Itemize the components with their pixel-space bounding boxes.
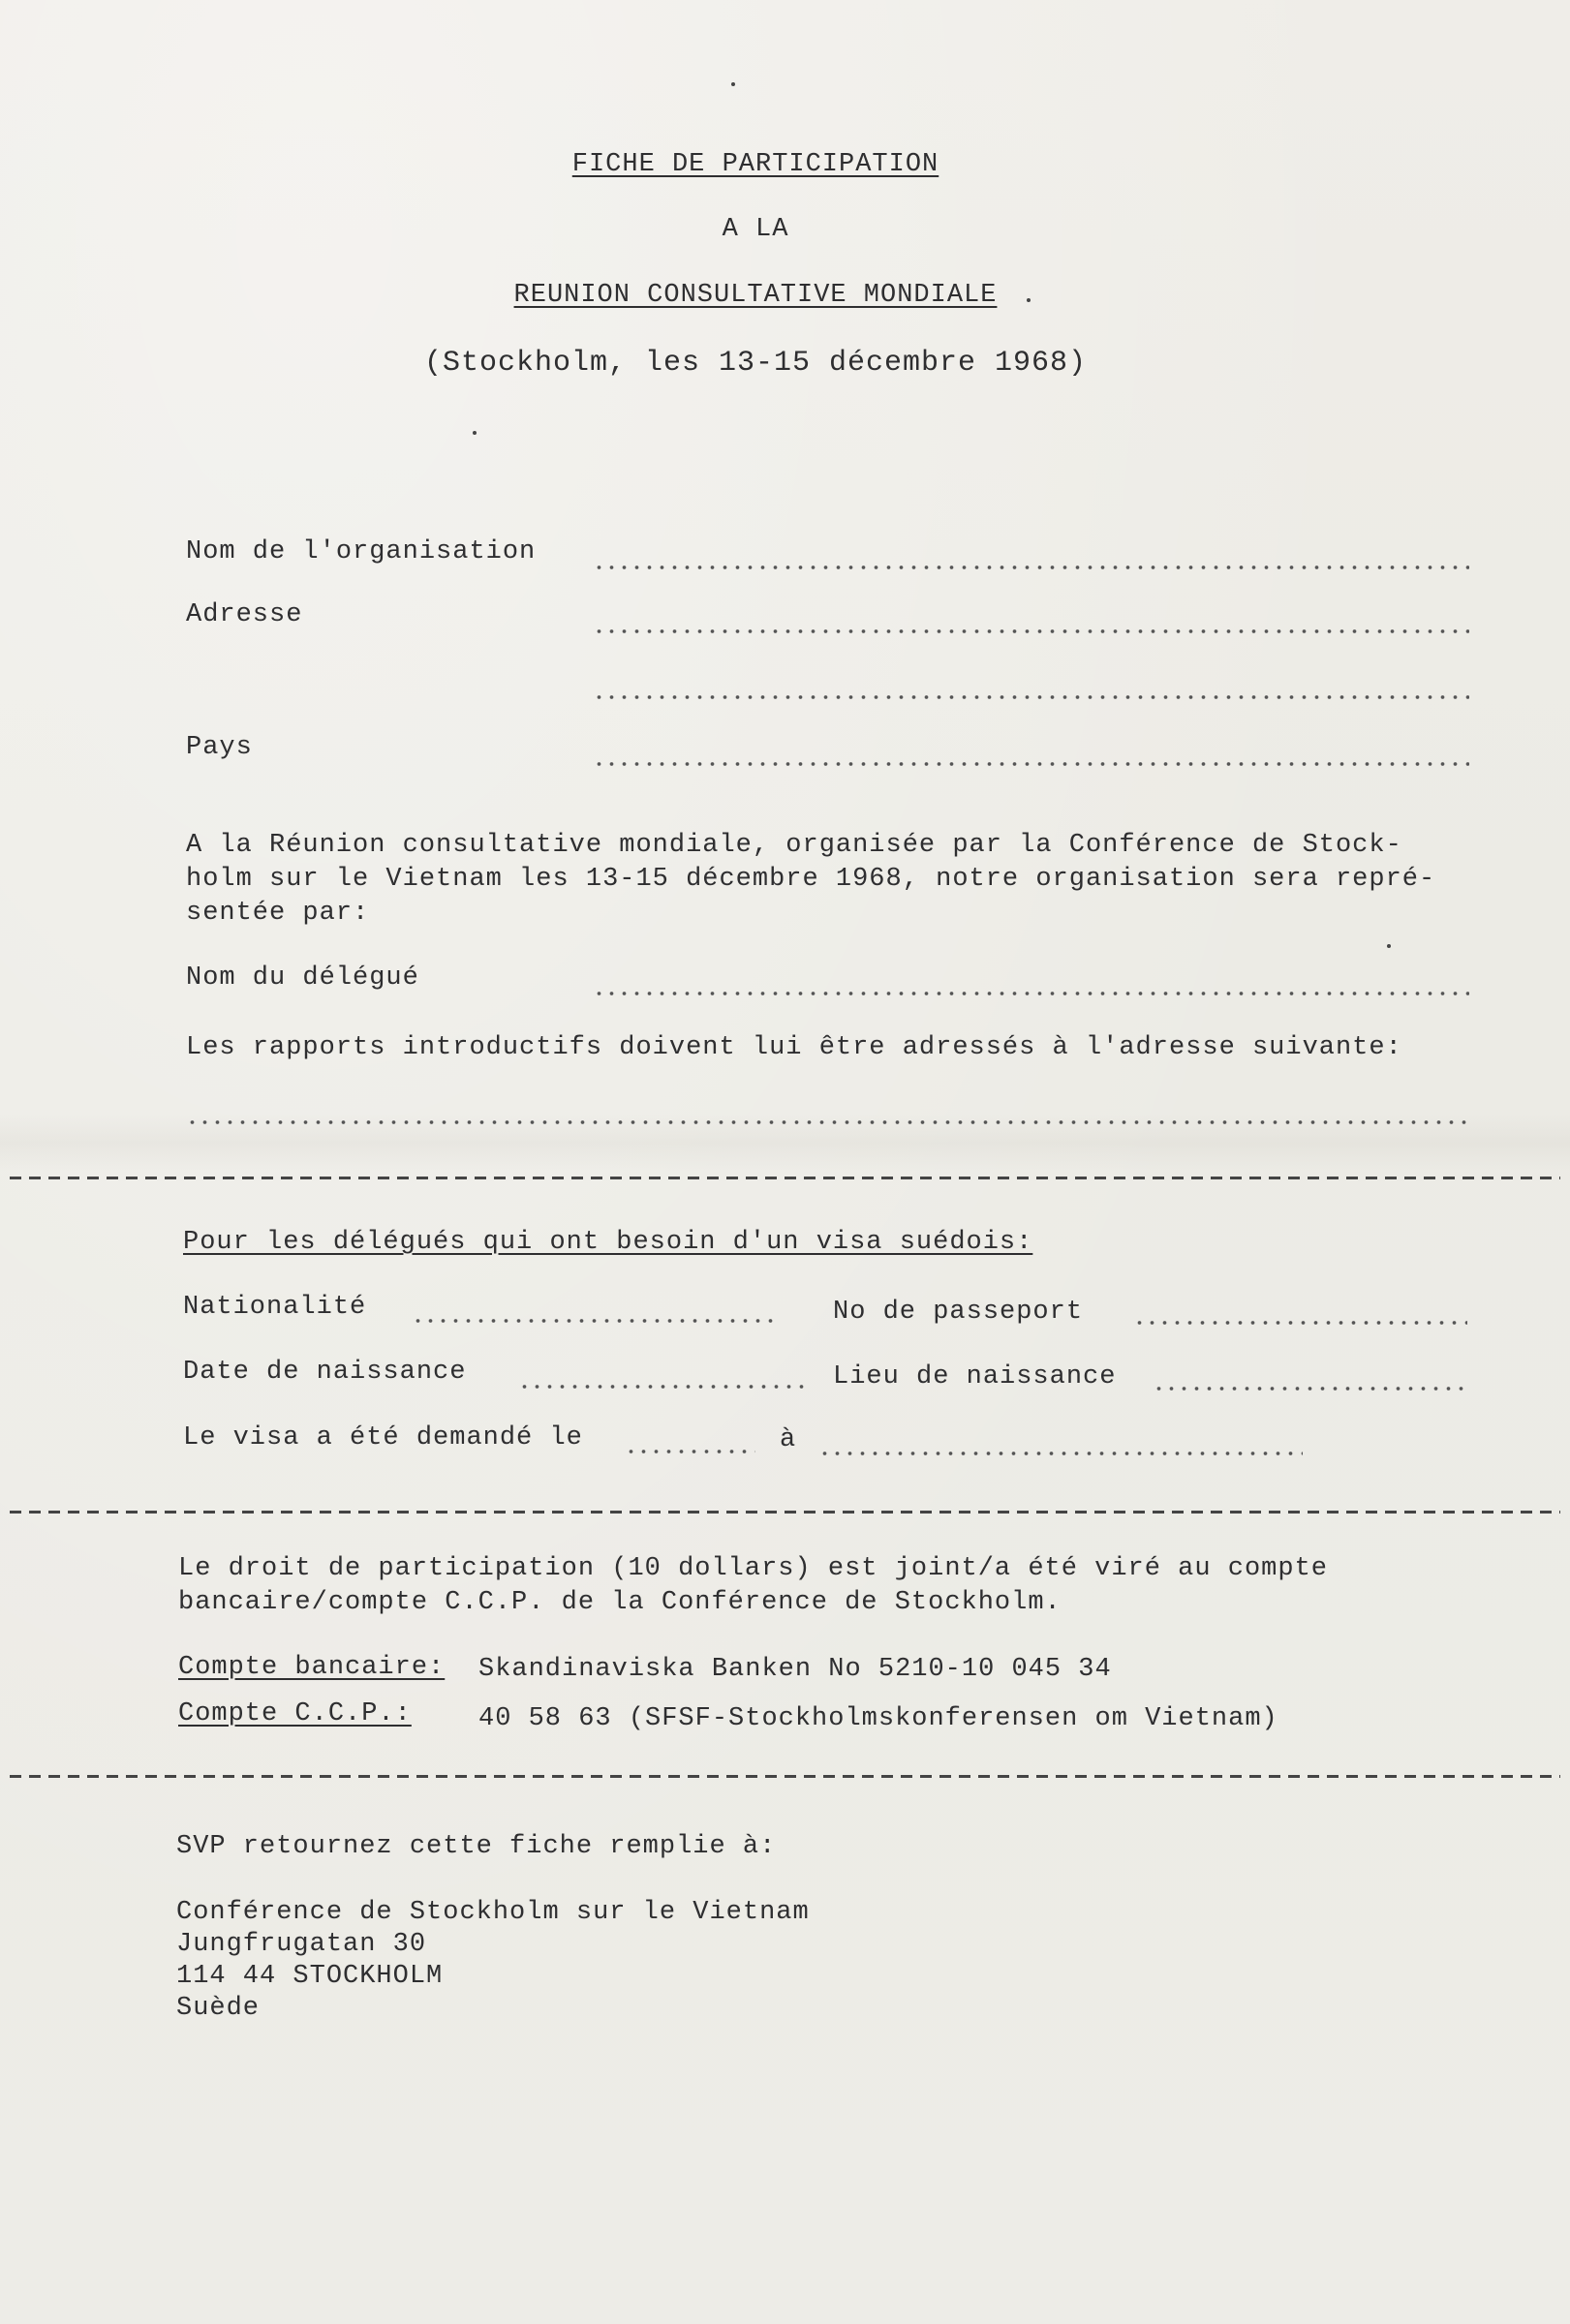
section-separator-3 bbox=[10, 1775, 1560, 1778]
visa-heading: Pour les délégués qui ont besoin d'un visa suédois: bbox=[183, 1228, 1033, 1257]
meeting-title: REUNION CONSULTATIVE MONDIALE bbox=[513, 281, 998, 310]
birthdate-label: Date de naissance bbox=[183, 1358, 467, 1387]
ccp-account-value: 40 58 63 (SFSF-Stockholmskonferensen om Vietnam) bbox=[478, 1704, 1278, 1733]
representation-text-line-3: sentée par: bbox=[186, 899, 370, 928]
birthdate-field[interactable] bbox=[518, 1383, 809, 1391]
return-address-line-3: 114 44 STOCKHOLM bbox=[176, 1962, 444, 1991]
visa-requested-label: Le visa a été demandé le bbox=[183, 1423, 583, 1452]
return-address-line-4: Suède bbox=[176, 1994, 261, 2023]
header-line-a-la: A LA bbox=[722, 215, 789, 244]
return-address-line-1: Conférence de Stockholm sur le Vietnam bbox=[176, 1898, 810, 1927]
paper-speck bbox=[1027, 298, 1031, 302]
birthplace-field[interactable] bbox=[1153, 1385, 1467, 1392]
birthplace-label: Lieu de naissance bbox=[833, 1362, 1117, 1391]
section-separator-1 bbox=[10, 1177, 1560, 1179]
paper-speck bbox=[1387, 944, 1391, 948]
bank-account-value: Skandinaviska Banken No 5210-10 045 34 bbox=[478, 1655, 1112, 1684]
return-address-line-2: Jungfrugatan 30 bbox=[176, 1930, 427, 1959]
representation-text-line-2: holm sur le Vietnam les 13-15 décembre 1968, notre organisation sera repré- bbox=[186, 865, 1436, 894]
org-name-label: Nom de l'organisation bbox=[186, 537, 537, 566]
paper-speck bbox=[473, 431, 477, 435]
passport-label: No de passeport bbox=[833, 1298, 1084, 1327]
section-separator-2 bbox=[10, 1511, 1560, 1514]
meeting-place-date: (Stockholm, les 13-15 décembre 1968) bbox=[423, 347, 1088, 380]
passport-field[interactable] bbox=[1133, 1319, 1467, 1327]
address-field-1[interactable] bbox=[593, 627, 1469, 635]
delegate-name-label: Nom du délégué bbox=[186, 963, 419, 993]
reports-address-field[interactable] bbox=[186, 1118, 1469, 1126]
form-title: FICHE DE PARTICIPATION bbox=[571, 150, 939, 179]
address-field-2[interactable] bbox=[593, 693, 1469, 701]
nationality-field[interactable] bbox=[412, 1317, 780, 1325]
fee-text-line-1: Le droit de participation (10 dollars) est joint/a été viré au compte bbox=[178, 1554, 1328, 1583]
country-field[interactable] bbox=[593, 760, 1469, 768]
delegate-name-field[interactable] bbox=[593, 990, 1469, 997]
nationality-label: Nationalité bbox=[183, 1293, 367, 1322]
visa-requested-at-label: à bbox=[780, 1425, 797, 1454]
return-instruction: SVP retournez cette fiche remplie à: bbox=[176, 1832, 777, 1861]
representation-text-line-1: A la Réunion consultative mondiale, organisée par la Conférence de Stock- bbox=[186, 831, 1402, 860]
reports-address-label: Les rapports introductifs doivent lui être adressés à l'adresse suivante: bbox=[186, 1033, 1402, 1062]
address-label: Adresse bbox=[186, 600, 303, 629]
visa-requested-date-field[interactable] bbox=[625, 1448, 755, 1455]
bank-account-label: Compte bancaire: bbox=[178, 1653, 446, 1682]
visa-requested-place-field[interactable] bbox=[818, 1450, 1303, 1457]
fee-text-line-2: bancaire/compte C.C.P. de la Conférence de Stockholm. bbox=[178, 1588, 1062, 1617]
ccp-account-label: Compte C.C.P.: bbox=[178, 1699, 412, 1728]
org-name-field[interactable] bbox=[593, 564, 1469, 571]
paper-speck bbox=[731, 82, 735, 86]
country-label: Pays bbox=[186, 733, 253, 762]
